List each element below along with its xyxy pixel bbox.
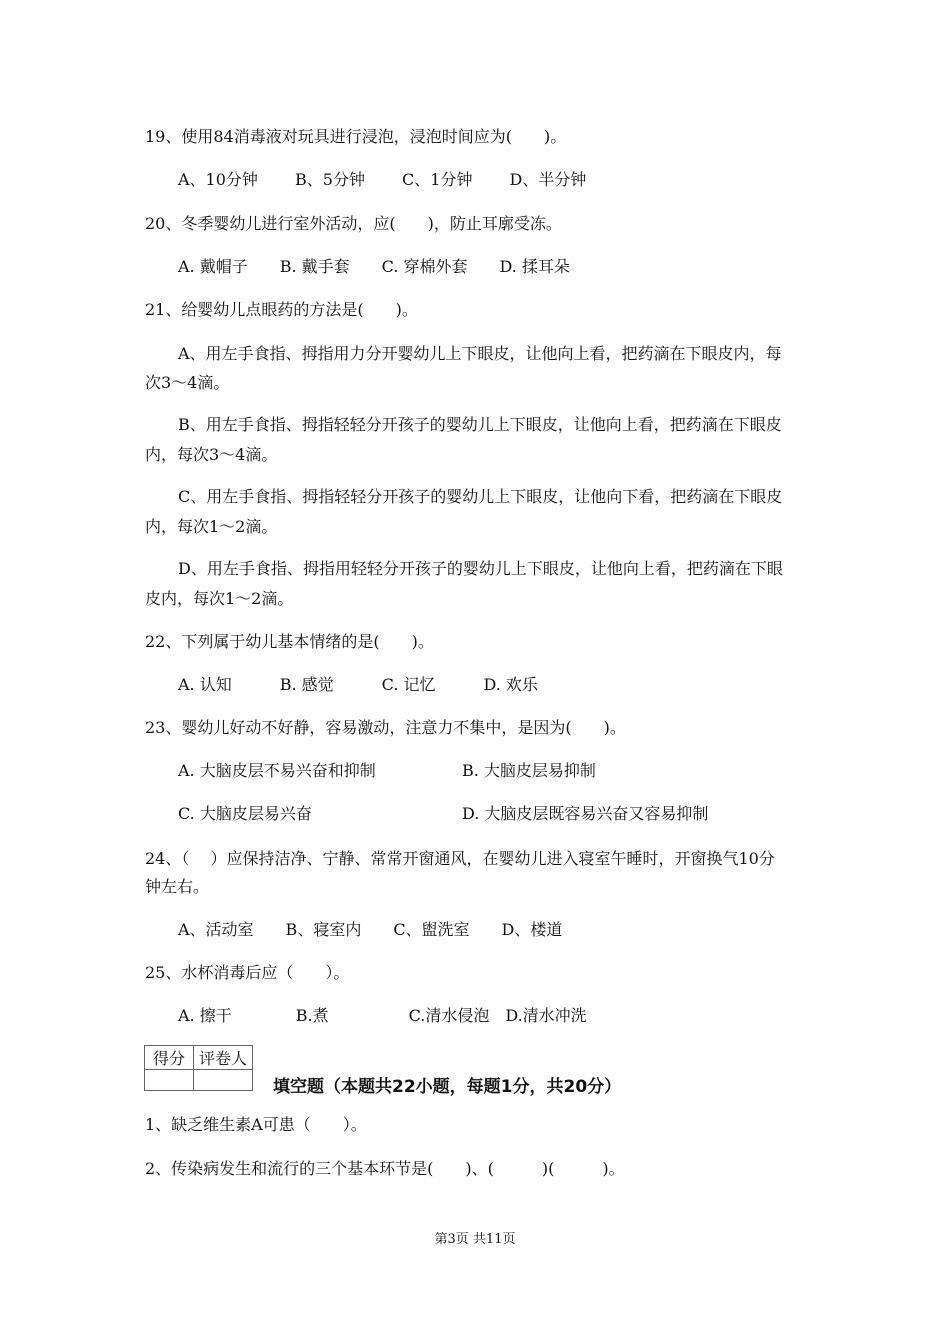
score-header: 得分 (145, 1046, 194, 1070)
option-b-line1: B、用左手食指、拇指轻轻分开孩子的婴幼儿上下眼皮，让他向上看，把药滴在下眼皮 (178, 415, 782, 434)
option-a-line2: 次3～4滴。 (145, 373, 230, 392)
question-stem-line2: 钟左右。 (145, 877, 210, 896)
section-title: 填空题（本题共22小题，每题1分，共20分） (273, 1077, 622, 1097)
fill-blank-question: 1、缺乏维生素A可患（ ）。 (145, 1115, 367, 1134)
option-b-line2: 内，每次3～4滴。 (145, 445, 278, 464)
option-a-line1: A、用左手食指、拇指用力分开婴幼儿上下眼皮，让他向上看，把药滴在下眼皮内，每 (178, 344, 782, 363)
score-cell (145, 1070, 194, 1091)
fill-blank-question: 2、传染病发生和流行的三个基本环节是( )、( )( )。 (145, 1159, 625, 1178)
question-stem: 22、下列属于幼儿基本情绪的是( )。 (145, 632, 434, 651)
question-stem: 21、给婴幼儿点眼药的方法是( )。 (145, 300, 418, 319)
option-c-line1: C、用左手食指、拇指轻轻分开孩子的婴幼儿上下眼皮，让他向下看，把药滴在下眼皮 (178, 487, 783, 506)
option-b: B. 大脑皮层易抑制 (462, 761, 596, 780)
option-d: D. 大脑皮层既容易兴奋又容易抑制 (462, 804, 709, 823)
question-options: A、10分钟 B、5分钟 C、1分钟 D、半分钟 (178, 170, 587, 189)
question-stem-line1: 24、（ ）应保持洁净、宁静、常常开窗通风，在婴幼儿进入寝室午睡时，开窗换气10分 (145, 849, 775, 868)
question-options: A、活动室 B、寝室内 C、盥洗室 D、楼道 (178, 920, 563, 939)
question-stem: 25、水杯消毒后应（ ）。 (145, 963, 350, 982)
score-table (144, 1045, 253, 1091)
option-c: C. 大脑皮层易兴奋 (178, 804, 312, 823)
option-d-line1: D、用左手食指、拇指用轻轻分开孩子的婴幼儿上下眼皮，让他向上看，把药滴在下眼 (178, 559, 783, 578)
page-footer: 第3页 共11页 (434, 1232, 516, 1247)
option-c-line2: 内，每次1～2滴。 (145, 517, 278, 536)
grader-cell (194, 1070, 253, 1091)
grader-header: 评卷人 (194, 1046, 253, 1070)
question-stem: 23、婴幼儿好动不好静，容易激动，注意力不集中，是因为( )。 (145, 718, 626, 737)
question-stem: 19、使用84消毒液对玩具进行浸泡，浸泡时间应为( )。 (145, 127, 567, 146)
question-options: A. 戴帽子 B. 戴手套 C. 穿棉外套 D. 揉耳朵 (178, 257, 570, 276)
option-a: A. 大脑皮层不易兴奋和抑制 (178, 761, 376, 780)
option-d-line2: 皮内，每次1～2滴。 (145, 589, 294, 608)
question-options: A. 擦干 B.煮 C.清水侵泡 D.清水冲洗 (178, 1006, 587, 1025)
question-options: A. 认知 B. 感觉 C. 记忆 D. 欢乐 (178, 675, 538, 694)
question-stem: 20、冬季婴幼儿进行室外活动，应( )，防止耳廓受冻。 (145, 214, 562, 233)
